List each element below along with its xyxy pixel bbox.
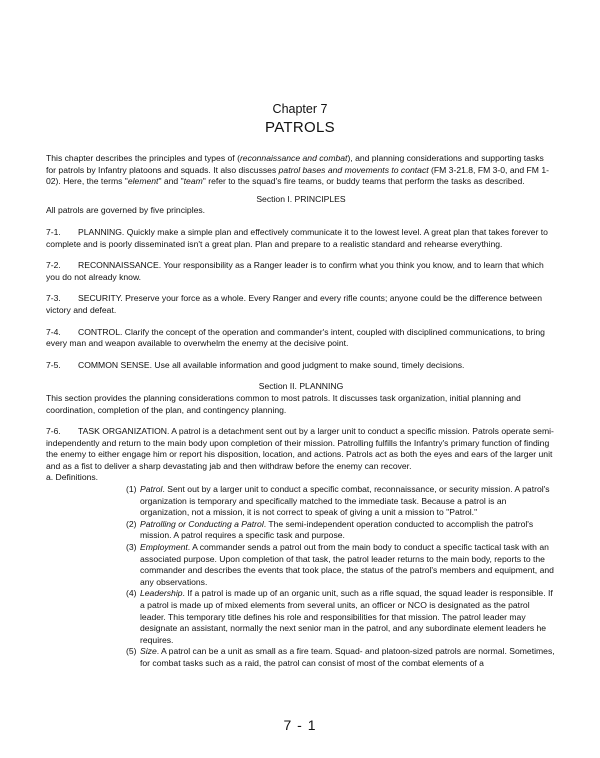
section-heading-principles: Section I. PRINCIPLES [256,193,346,204]
chapter-label: Chapter 7 [272,102,328,116]
principle-security: 7-3. SECURITY. Preserve your force as a whole. Every Ranger and every rifle counts; anyone could be the difference between victory and defeat. [46,293,542,315]
principles-lead: All patrols are governed by five principles. [46,205,206,216]
principle-common-sense: 7-5. COMMON SENSE. Use all available information and good judgment to make sound, timely decisions. [46,359,465,370]
task-organization-paragraph: 7-6. TASK ORGANIZATION. A patrol is a detachment sent out by a larger unit to conduct a specific mission. Patrols operate semi-independently and return to the main body upon completion of their mission. Patrolling fulfills the Infantry's primary function of finding the enemy to either engage him or report his disposition, location, and actions. Patrols act as both the eyes and ears of the larger unit and as a fist to deliver a sharp devastating jab and then withdraw before the enemy can recover. [46,426,554,471]
definition-size: (5) Size. A patrol can be a unit as small as a fire team. Squad- and platoon-sized patrols are normal. Sometimes, for combat tasks such as a raid, the patrol can consist of most of the combat elements of a [126,646,555,668]
definition-patrolling: (2) Patrolling or Conducting a Patrol. The semi-independent operation conducted to accomplish the patrol's mission. A patrol requires a specific task and purpose. [126,518,534,541]
definition-employment: (3) Employment. A commander sends a patrol out from the main body to conduct a specific tactical task with an associated purpose. Upon completion of that task, the patrol leader returns to the main body, reports to the commander and describes the events that took place, the status of the patrol's members and equipment, and any observations. [126,542,554,587]
definition-patrol: (1) Patrol. Sent out by a larger unit to conduct a specific combat, reconnaissance, or security mission. A patrol's organization is temporary and specifically matched to the immediate task. Because a patrol is an organization, not a mission, it is not correct to speak of giving a unit a mission to "Patrol." [126,484,550,518]
page-number: 7 - 1 [283,717,317,733]
definition-leadership: (4) Leadership. If a patrol is made up of an organic unit, such as a rifle squad, the squad leader is responsible. If a patrol is made up of mixed elements from several units, an officer or NCO is designated as the patrol leader. This temporary title defines his role and responsibilities for that mission. The patrol leader may designate an assistant, normally the next senior man in the patrol, and any subordinate element leaders he requires. [126,588,553,645]
body-text [46,153,556,670]
section-heading-planning: Section II. PLANNING [258,381,344,392]
principle-reconnaissance: 7-2. RECONNAISSANCE. Your responsibility as a Ranger leader is to confirm what you think you know, and to learn that which you do not already know. [46,260,544,282]
principle-control: 7-4. CONTROL. Clarify the concept of the operation and commander's intent, coupled with disciplined communications, to bring every man and weapon available to overwhelm the enemy at the decisive point. [46,326,545,349]
planning-lead: This section provides the planning considerations common to most patrols. It discusses task organization, initial planning and coordination, completion of the plan, and contingency planning. [46,392,521,415]
definitions-label: a. Definitions. [46,472,99,483]
intro-paragraph: This chapter describes the principles and types of (reconnaissance and combat), and planning considerations and supporting tasks for patrols by Infantry platoons and squads. It also discusses patrol bases and movements to contact (FM 3-21.8, FM 3-0, and FM 1-02). Here, the terms "element" and "team" refer to the squad's fire teams, or buddy teams that perform the tasks as described. [46,153,549,187]
principle-planning: 7-1. PLANNING. Quickly make a simple plan and effectively communicate it to the lowest level. A great plan that takes forever to complete and is poorly disseminated isn't a great plan. Plan and prepare to a realistic standard and rehearse everything. [46,226,548,249]
chapter-title: PATROLS [265,119,335,136]
